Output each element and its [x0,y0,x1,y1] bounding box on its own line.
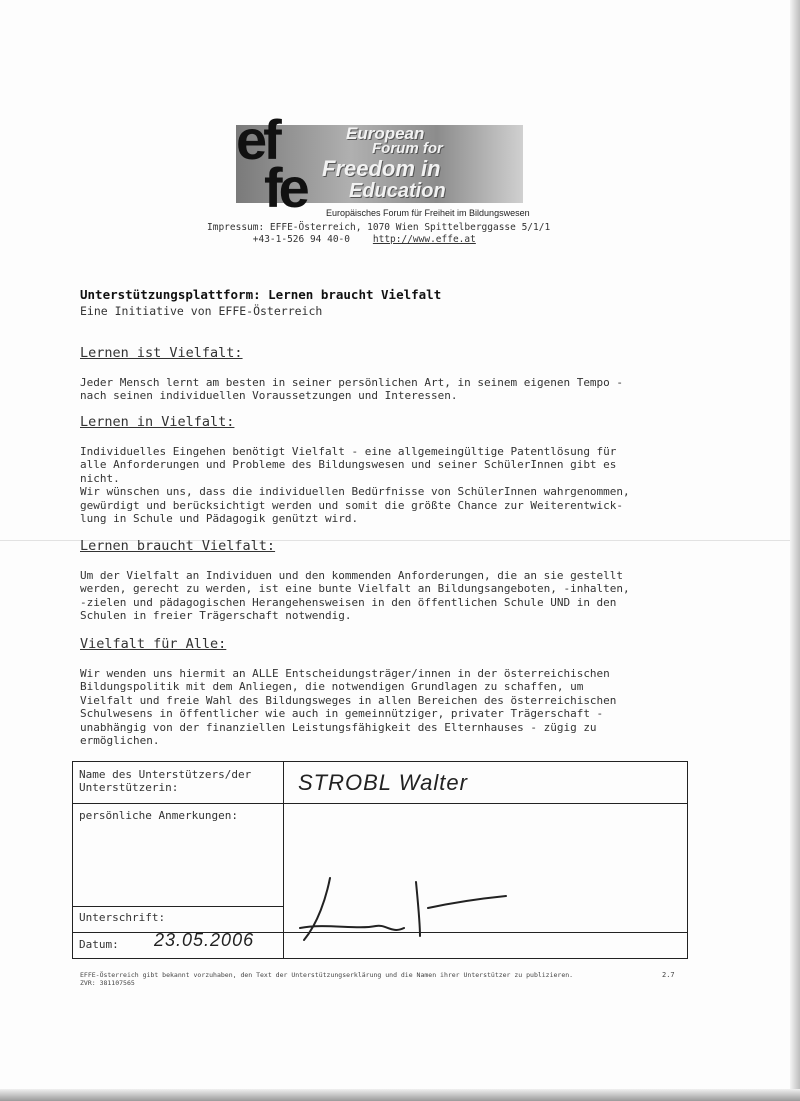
logo-line-4: Education [349,180,446,202]
section-text-4: Wir wenden uns hiermit an ALLE Entscheidungsträger/innen in der österreichischen Bildungspolitik mit dem Anliegen, die notwendigen Grundlagen zu schaffen, um Vielfalt und freie Wahl des Bildungsweges in allen Bereichen des österreichischen Schulwesens in öffentlicher wie auch in gemeinnütziger, privater Trägerschaft - unabhängig von der finanziellen Leistungsfähigkeit des Elternhauses - zügig zu ermöglichen. [80,667,617,748]
handwritten-signature [296,868,516,948]
impressum-url[interactable]: http://www.effe.at [372,234,476,245]
form-row-divider-1 [73,803,687,804]
form-column-divider [283,762,284,958]
paper-edge-right [790,0,800,1101]
form-row-divider-2 [73,906,283,907]
section-heading-3: Lernen braucht Vielfalt: [80,538,276,554]
logo-letters-ef: ef [236,108,278,171]
impressum-phone: +43-1-526 94 40-0 [252,234,350,245]
date-handwritten: 23.05.2006 [154,930,255,950]
document-title: Unterstützungsplattform: Lernen braucht Vielfalt [80,287,442,302]
date-label: Datum: [79,938,119,951]
section-heading-2: Lernen in Vielfalt: [80,414,235,430]
name-handwritten: STROBL Walter [298,770,468,795]
logo-line-2: Forum for [372,140,443,157]
section-text-2: Individuelles Eingehen benötigt Vielfalt - eine allgemeingültige Patentlösung für alle Anforderungen und Probleme des Bildungswesen und seiner SchülerInnen gibt es nicht. Wir wünschen uns, dass die individuellen Bedürfnisse von SchülerInnen wahrgenommen, gewürdigt und berücksichtigt werden und somit die größte Chance zur Weiterentwick- lung in Schule und Pädagogik genützt wird. [80,445,630,526]
section-heading-4: Vielfalt für Alle: [80,636,227,652]
name-label: Name des Unterstützers/der Unterstützerin: [79,768,252,794]
impressum-address: Impressum: EFFE-Österreich, 1070 Wien Spittelberggasse 5/1/1 [207,222,551,233]
section-heading-1: Lernen ist Vielfalt: [80,345,243,361]
section-text-3: Um der Vielfalt an Individuen und den kommenden Anforderungen, die an sie gestellt werden, gerecht zu werden, ist eine bunte Vielfalt an Bildungsangeboten, -inhalten, -zielen und pädagogischen Herangehensweisen in den öffentlichen Schule UND in den Schulen in freier Trägerschaft notwendig. [80,569,630,623]
signature-label: Unterschrift: [79,911,166,924]
logo-letters-fe: fe [264,156,306,219]
section-text-1: Jeder Mensch lernt am besten in seiner persönlichen Art, in seinem eigenen Tempo - nach seinen individuellen Voraussetzungen und Interessen. [80,376,624,403]
footer-line-1: EFFE-Österreich gibt bekannt vorzuhaben, den Text der Unterstützungserklärung und die Namen ihrer Unterstützer zu publizieren. [80,971,574,979]
footer-line-2: ZVR: 381107565 [80,979,135,987]
document-subtitle: Eine Initiative von EFFE-Österreich [80,304,323,318]
logo-line-3: Freedom in [322,156,441,181]
logo-line-1: European [346,124,425,143]
impressum [207,222,550,246]
page-number: 2.7 [662,971,675,979]
remarks-label: persönliche Anmerkungen: [79,809,238,822]
footer-note [80,971,573,987]
logo-subtitle: Europäisches Forum für Freiheit im Bildungswesen [326,208,530,218]
paper-edge-bottom [0,1089,800,1101]
